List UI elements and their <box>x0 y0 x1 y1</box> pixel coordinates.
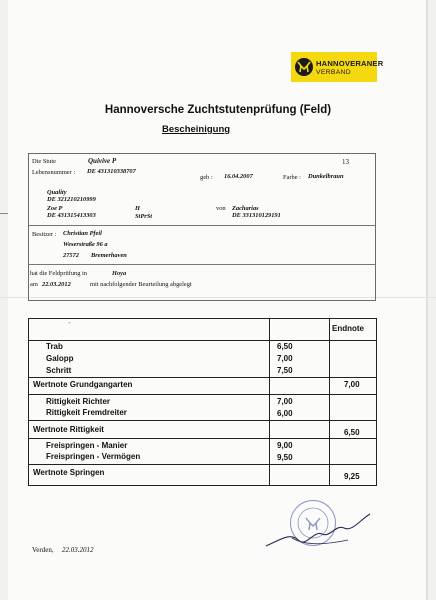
footer-place: Verden, <box>32 546 54 554</box>
grundgangarten-score: 7,00 <box>344 380 360 389</box>
table-row-line <box>29 377 376 378</box>
freispringen-vermoegen-score: 9,50 <box>277 453 293 462</box>
lebensnummer-value: DE 431310338707 <box>87 168 136 175</box>
sire-name: Quality <box>47 189 67 196</box>
dam-class-2: StPrSt <box>135 213 153 220</box>
result-date: 22.03.2012 <box>42 281 71 288</box>
springen-score: 9,25 <box>344 472 360 481</box>
table-row-line <box>29 438 376 439</box>
table-row-line <box>29 464 376 465</box>
document-title: Hannoversche Zuchtstutenprüfung (Feld) <box>104 104 332 116</box>
info-separator <box>29 225 375 226</box>
horse-heads-icon <box>295 58 313 76</box>
info-separator <box>29 264 375 265</box>
table-row-line <box>29 394 376 395</box>
logo-line-1: HANNOVERANER <box>316 59 384 68</box>
footer-date: 22.03.2012 <box>62 546 94 554</box>
owner-city: Bremerhaven <box>91 252 127 259</box>
owner-name: Christian Pfeil <box>63 230 102 237</box>
trab-score: 6,50 <box>277 342 293 351</box>
damsire-number: DE 331310129191 <box>232 212 281 219</box>
result-am-label: am <box>30 281 38 288</box>
margin-mark <box>0 213 8 214</box>
rittigkeit-fremdreiter-score: 6,00 <box>277 409 293 418</box>
galopp-label: Galopp <box>46 354 74 363</box>
result-place: Hoya <box>112 270 127 277</box>
farbe-value: Dunkelbraun <box>308 173 344 180</box>
besitzer-label: Besitzer : <box>32 231 57 238</box>
catalog-number: 13 <box>342 158 349 166</box>
schritt-label: Schritt <box>46 366 72 375</box>
owner-street: Weserstraße 96 a <box>63 241 108 248</box>
table-column-line <box>269 319 270 485</box>
rittigkeit-label: Wertnote Rittigkeit <box>33 425 104 434</box>
farbe-label: Farbe : <box>283 174 301 181</box>
geb-label: geb : <box>200 174 213 181</box>
lebensnummer-label: Lebensnummer : <box>32 169 76 176</box>
endnote-header: Endnote <box>332 324 364 333</box>
hannoveraner-logo <box>291 52 384 82</box>
table-column-line <box>329 319 330 485</box>
freispringen-manier-label: Freispringen - Manier <box>46 441 128 450</box>
owner-zip: 27572 <box>63 252 79 259</box>
trab-label: Trab <box>46 342 63 351</box>
freispringen-vermoegen-label: Freispringen - Vermögen <box>46 452 141 461</box>
galopp-score: 7,00 <box>277 354 293 363</box>
schritt-score: 7,50 <box>277 366 293 375</box>
document-subtitle: Bescheinigung <box>162 124 231 135</box>
dam-number: DE 431315413303 <box>47 212 96 219</box>
freispringen-manier-score: 9,00 <box>277 441 293 450</box>
grundgangarten-label: Wertnote Grundgangarten <box>33 380 133 389</box>
dam-name: Zoe P <box>47 205 63 212</box>
dam-class-1: H <box>135 205 140 212</box>
rittigkeit-richter-label: Rittigkeit Richter <box>46 397 111 406</box>
result-line-prefix: hat die Feldprüfung in <box>30 270 87 277</box>
rittigkeit-fremdreiter-label: Rittigkeit Fremdreiter <box>46 408 127 417</box>
geb-value: 16.04.2007 <box>224 173 253 180</box>
logo-line-2: VERBAND <box>316 69 351 76</box>
stute-name: Quivive P <box>88 157 117 165</box>
table-row-line <box>29 420 376 421</box>
table-row-line <box>29 340 376 341</box>
springen-label: Wertnote Springen <box>33 468 105 477</box>
table-header-dash: - <box>68 318 71 327</box>
sire-number: DE 321210210999 <box>47 196 96 203</box>
result-line-suffix: mit nachfolgender Beurteilung abgelegt <box>90 281 192 288</box>
signature <box>262 510 374 554</box>
von-label: von <box>216 205 226 212</box>
rittigkeit-score: 6,50 <box>344 428 360 437</box>
rittigkeit-richter-score: 7,00 <box>277 397 293 406</box>
stute-label: Die Stute <box>32 158 56 165</box>
damsire-name: Zacharias <box>232 205 259 212</box>
